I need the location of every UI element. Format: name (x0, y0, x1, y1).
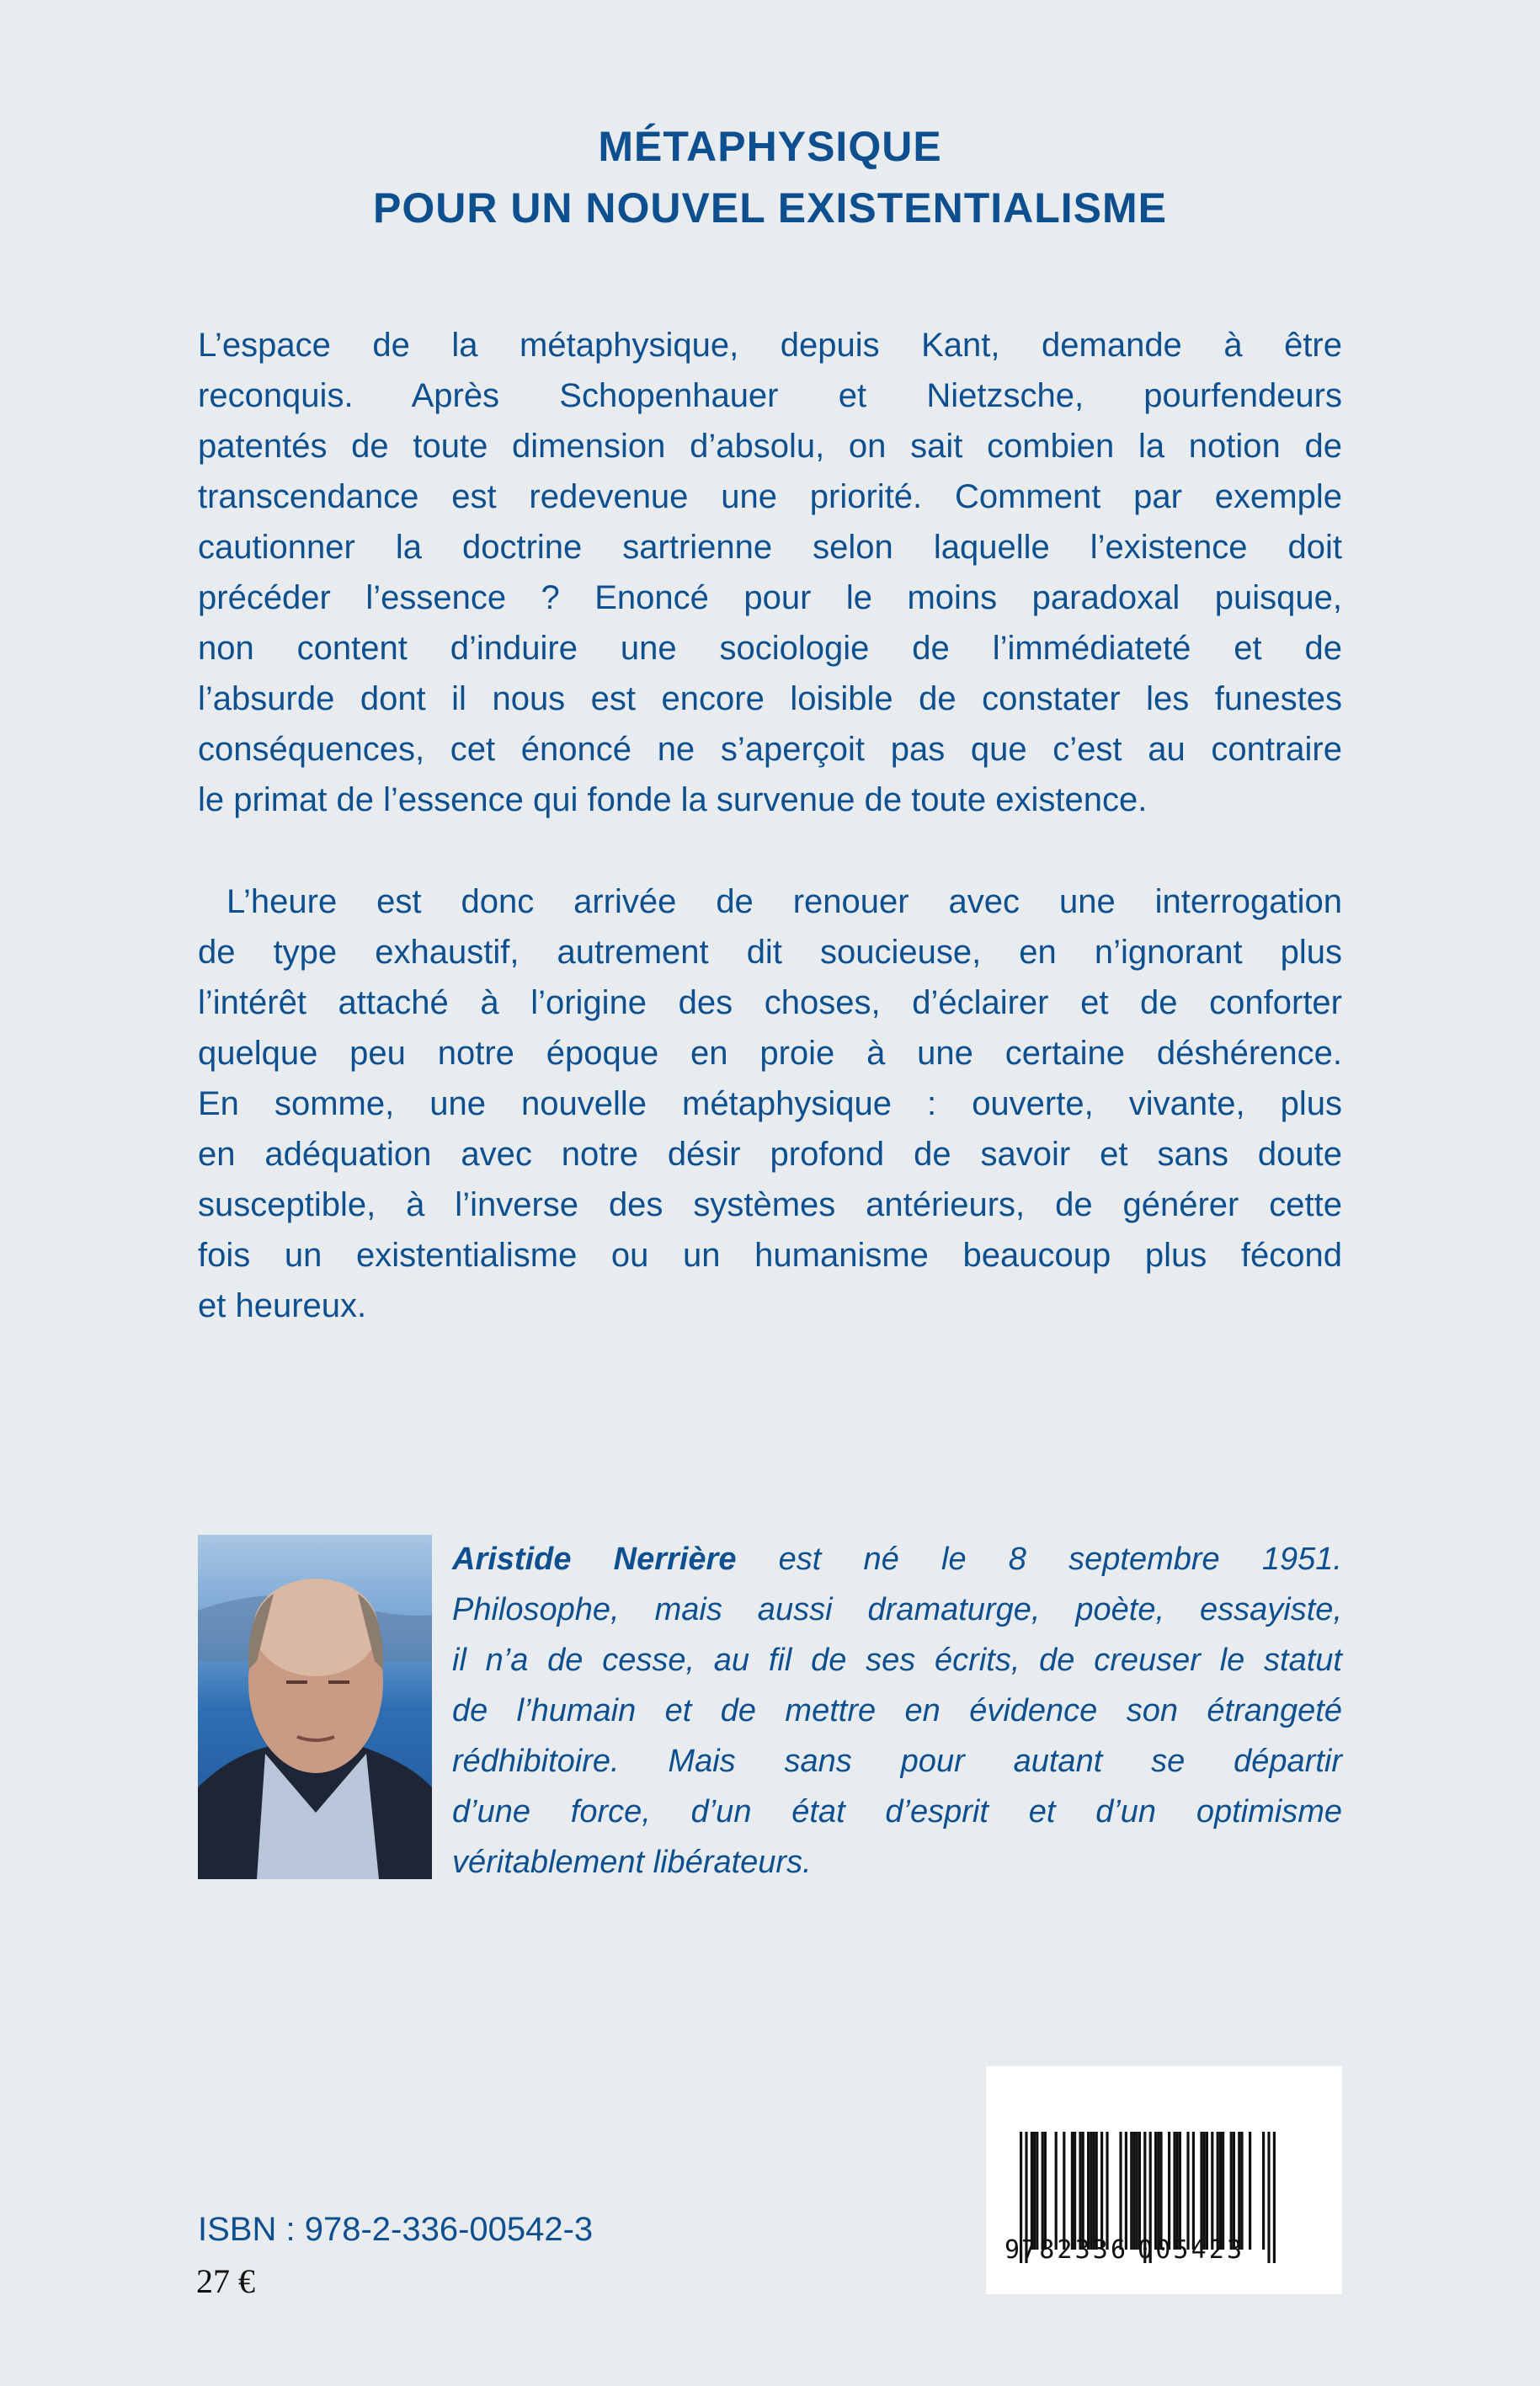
paragraph-line: transcendance est redevenue une priorité. Comment par exemple (198, 478, 1342, 515)
barcode-bar (1136, 2132, 1138, 2250)
barcode-bar (1159, 2132, 1162, 2250)
barcode-bar (1219, 2132, 1222, 2250)
barcode-bar (1125, 2132, 1127, 2250)
paragraph-line: quelque peu notre époque en proie à une certaine déshérence. (198, 1035, 1342, 1072)
barcode-bar (1071, 2132, 1074, 2250)
barcode-bar (1206, 2132, 1208, 2250)
author-photo (198, 1535, 432, 1879)
barcode-bar (1203, 2132, 1206, 2250)
author-name: Aristide Nerrière (452, 1542, 737, 1577)
barcode-bar (1233, 2132, 1235, 2250)
barcode-bar (1079, 2132, 1081, 2250)
paragraph-line: fois un existentialisme ou un humanisme beaucoup plus fécond (198, 1237, 1342, 1274)
barcode-bar (1249, 2132, 1251, 2250)
barcode-bar (1130, 2132, 1132, 2250)
paragraph-line: en adéquation avec notre désir profond de savoir et sans doute (198, 1136, 1342, 1173)
barcode-bar (1192, 2132, 1195, 2250)
paragraph-line: l’absurde dont il nous est encore loisible de constater les funestes (198, 680, 1342, 717)
paragraph-line: reconquis. Après Schopenhauer et Nietzsche, pourfendeurs (198, 377, 1342, 414)
barcode-bar (1176, 2132, 1179, 2250)
barcode-bar (1092, 2132, 1095, 2250)
paragraph-line: précéder l’essence ? Enoncé pour le moins paradoxal puisque, (198, 579, 1342, 616)
isbn-text: ISBN : 978-2-336-00542-3 (198, 2211, 594, 2248)
bio-line (452, 1534, 1342, 1584)
barcode-bar (1100, 2132, 1103, 2250)
barcode-bar (1138, 2132, 1141, 2250)
paragraph-line: le primat de l’essence qui fonde la survenue de toute existence. (198, 781, 1148, 818)
barcode-bar (1132, 2132, 1135, 2250)
paragraph-line: conséquences, cet énoncé ne s’aperçoit pas que c’est au contraire (198, 731, 1342, 768)
barcode-digits-right: 005423 (1138, 2235, 1242, 2265)
paragraph-line: patentés de toute dimension d’absolu, on sait combien la notion de (198, 428, 1342, 465)
barcode-bar (1168, 2132, 1170, 2250)
paragraph-line: de type exhaustif, autrement dit soucieuse, en n’ignorant plus (198, 934, 1342, 971)
price-text: 27 € (196, 2262, 255, 2300)
barcode-bar (1222, 2132, 1224, 2250)
paragraph-line: L’heure est donc arrivée de renouer avec une interrogation (226, 883, 1342, 920)
barcode-bar (1186, 2132, 1189, 2250)
barcode-bar (1036, 2132, 1038, 2250)
barcode-bar (1154, 2132, 1157, 2250)
bio-birth-text: est né le 8 septembre 1951. (736, 1542, 1342, 1577)
paragraph-line: non content d’induire une sociologie de l’immédiateté et de (198, 630, 1342, 667)
barcode-bar (1240, 2132, 1243, 2250)
barcode-bar (1157, 2132, 1159, 2250)
barcode-bar (1082, 2132, 1084, 2250)
barcode-digits-left: 782336 (1021, 2235, 1126, 2265)
summary-paragraph-1 (198, 320, 1342, 825)
paragraph-line: l’intérêt attaché à l’origine des choses, d’éclairer et de conforter (198, 984, 1342, 1021)
paragraph-line: et heureux. (198, 1287, 367, 1324)
barcode-digit-first: 9 (1004, 2235, 1020, 2265)
barcode-bar (1063, 2132, 1065, 2250)
barcode-bar (1042, 2132, 1044, 2250)
book-title-line-1: MÉTAPHYSIQUE (598, 123, 942, 170)
paragraph-line: cautionner la doctrine sartrienne selon laquelle l’existence doit (198, 529, 1342, 566)
barcode-bar (1262, 2132, 1265, 2250)
barcode-bar (1217, 2132, 1219, 2250)
bio-line: Philosophe, mais aussi dramaturge, poète, essayiste, (452, 1592, 1342, 1627)
barcode-bar (1074, 2132, 1076, 2250)
paragraph-line: susceptible, à l’inverse des systèmes antérieurs, de générer cette (198, 1186, 1342, 1223)
barcode-bar (1211, 2132, 1213, 2250)
barcode-bar (1095, 2132, 1098, 2250)
barcode-bar (1031, 2132, 1033, 2250)
barcode-bar (1087, 2132, 1090, 2250)
book-title-line-2: POUR UN NOUVEL EXISTENTIALISME (372, 184, 1168, 232)
barcode-bar (1238, 2132, 1240, 2250)
paragraph-line: En somme, une nouvelle métaphysique : ouverte, vivante, plus (198, 1085, 1342, 1122)
bio-line: il n’a de cesse, au fil de ses écrits, de creuser le statut (452, 1643, 1342, 1678)
barcode-bar (1200, 2132, 1202, 2250)
author-bio (452, 1534, 1342, 1888)
barcode-bar (1267, 2132, 1270, 2263)
barcode-bar (1273, 2132, 1276, 2263)
bio-line: rédhibitoire. Mais sans pour autant se départir (452, 1744, 1342, 1779)
barcode-bar (1090, 2132, 1092, 2250)
barcode-bar (1044, 2132, 1047, 2250)
barcode-bar (1106, 2132, 1108, 2250)
bio-line: d’une force, d’un état d’esprit et d’un optimisme (452, 1794, 1342, 1829)
bio-line: véritablement libérateurs. (452, 1845, 812, 1880)
bio-line: de l’humain et de mettre en évidence son étrangeté (452, 1693, 1342, 1728)
summary-paragraph-2 (198, 876, 1342, 1331)
barcode-bar (1033, 2132, 1036, 2250)
barcode-bar (1055, 2132, 1058, 2250)
barcode-bar (1179, 2132, 1181, 2250)
paragraph-line: L’espace de la métaphysique, depuis Kant, demande à être (198, 327, 1342, 364)
barcode-bar (1173, 2132, 1175, 2250)
barcode (986, 2066, 1342, 2294)
barcode-bar (1119, 2132, 1122, 2250)
barcode-bar (1230, 2132, 1233, 2250)
